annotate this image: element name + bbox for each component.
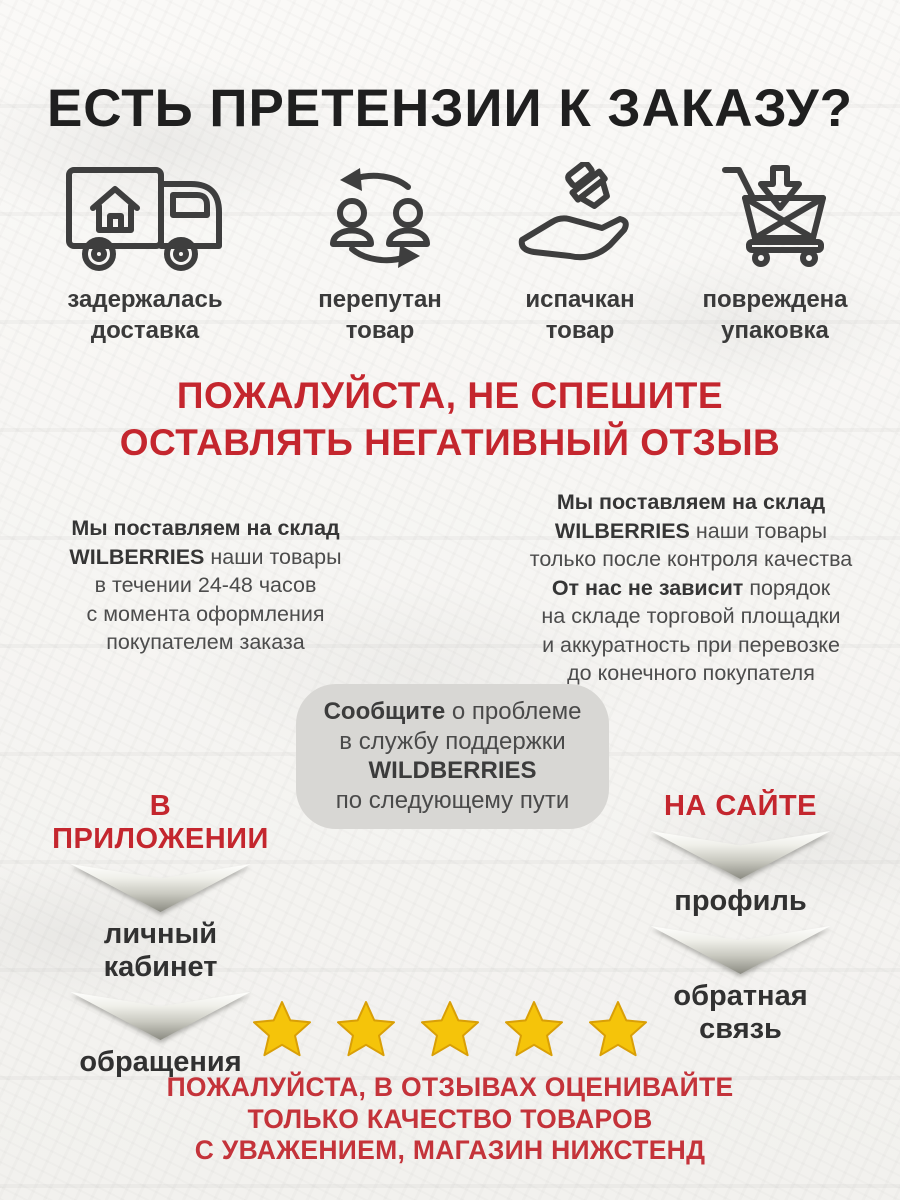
stained-hand-brush-icon xyxy=(510,162,650,274)
issue-mixed-up-product xyxy=(270,162,490,346)
chevron-down-icon xyxy=(71,864,251,912)
damaged-package-cart-icon xyxy=(715,162,835,274)
page-title: ЕСТЬ ПРЕТЕНЗИИ К ЗАКАЗУ? xyxy=(46,79,854,138)
path-site-step-1: профиль xyxy=(674,885,807,917)
support-bubble: Сообщите о проблеме в службу поддержки WILDBERRIES по следующему пути xyxy=(296,684,609,829)
issue-label: повреждена упаковка xyxy=(702,286,848,344)
path-app-title: В ПРИЛОЖЕНИИ xyxy=(52,790,269,855)
issue-label: испачкан товар xyxy=(525,286,635,344)
issue-damaged-packaging xyxy=(665,162,885,346)
path-app-step-1: личный кабинет xyxy=(103,918,218,983)
star-icon xyxy=(589,1000,647,1058)
delivery-truck-icon xyxy=(63,162,228,274)
star-icon xyxy=(253,1000,311,1058)
info-column-left: Мы поставляем на склад WILBERRIES наши товары в течении 24-48 часов с момента оформления покупателем заказа xyxy=(69,516,342,654)
issue-label: перепутан товар xyxy=(318,286,442,344)
footer-note: ПОЖАЛУЙСТА, В ОТЗЫВАХ ОЦЕНИВАЙТЕ ТОЛЬКО КАЧЕСТВО ТОВАРОВ С УВАЖЕНИЕМ, МАГАЗИН НИЖСТЕНД xyxy=(166,1072,734,1165)
issue-label: задержалась доставка xyxy=(67,286,223,344)
info-column-right: Мы поставляем на склад WILBERRIES наши товары только после контроля качества От нас не зависит порядок на складе торговой площадки и аккуратность при перевозке до конечного покупателя xyxy=(529,490,853,685)
path-app-step-2: обращения xyxy=(79,1046,242,1078)
star-icon xyxy=(337,1000,395,1058)
path-site-step-2: обратная связь xyxy=(673,980,808,1045)
chevron-down-icon xyxy=(651,831,831,879)
swap-persons-icon xyxy=(320,162,440,274)
star-icon xyxy=(505,1000,563,1058)
five-star-rating xyxy=(0,1000,900,1058)
issue-delayed-delivery xyxy=(35,162,255,346)
star-icon xyxy=(421,1000,479,1058)
warning-headline: ПОЖАЛУЙСТА, НЕ СПЕШИТЕ ОСТАВЛЯТЬ НЕГАТИВНЫЙ ОТЗЫВ xyxy=(119,375,781,463)
chevron-down-icon xyxy=(651,926,831,974)
issue-stained-product xyxy=(470,162,690,346)
path-site-title: НА САЙТЕ xyxy=(663,790,817,822)
